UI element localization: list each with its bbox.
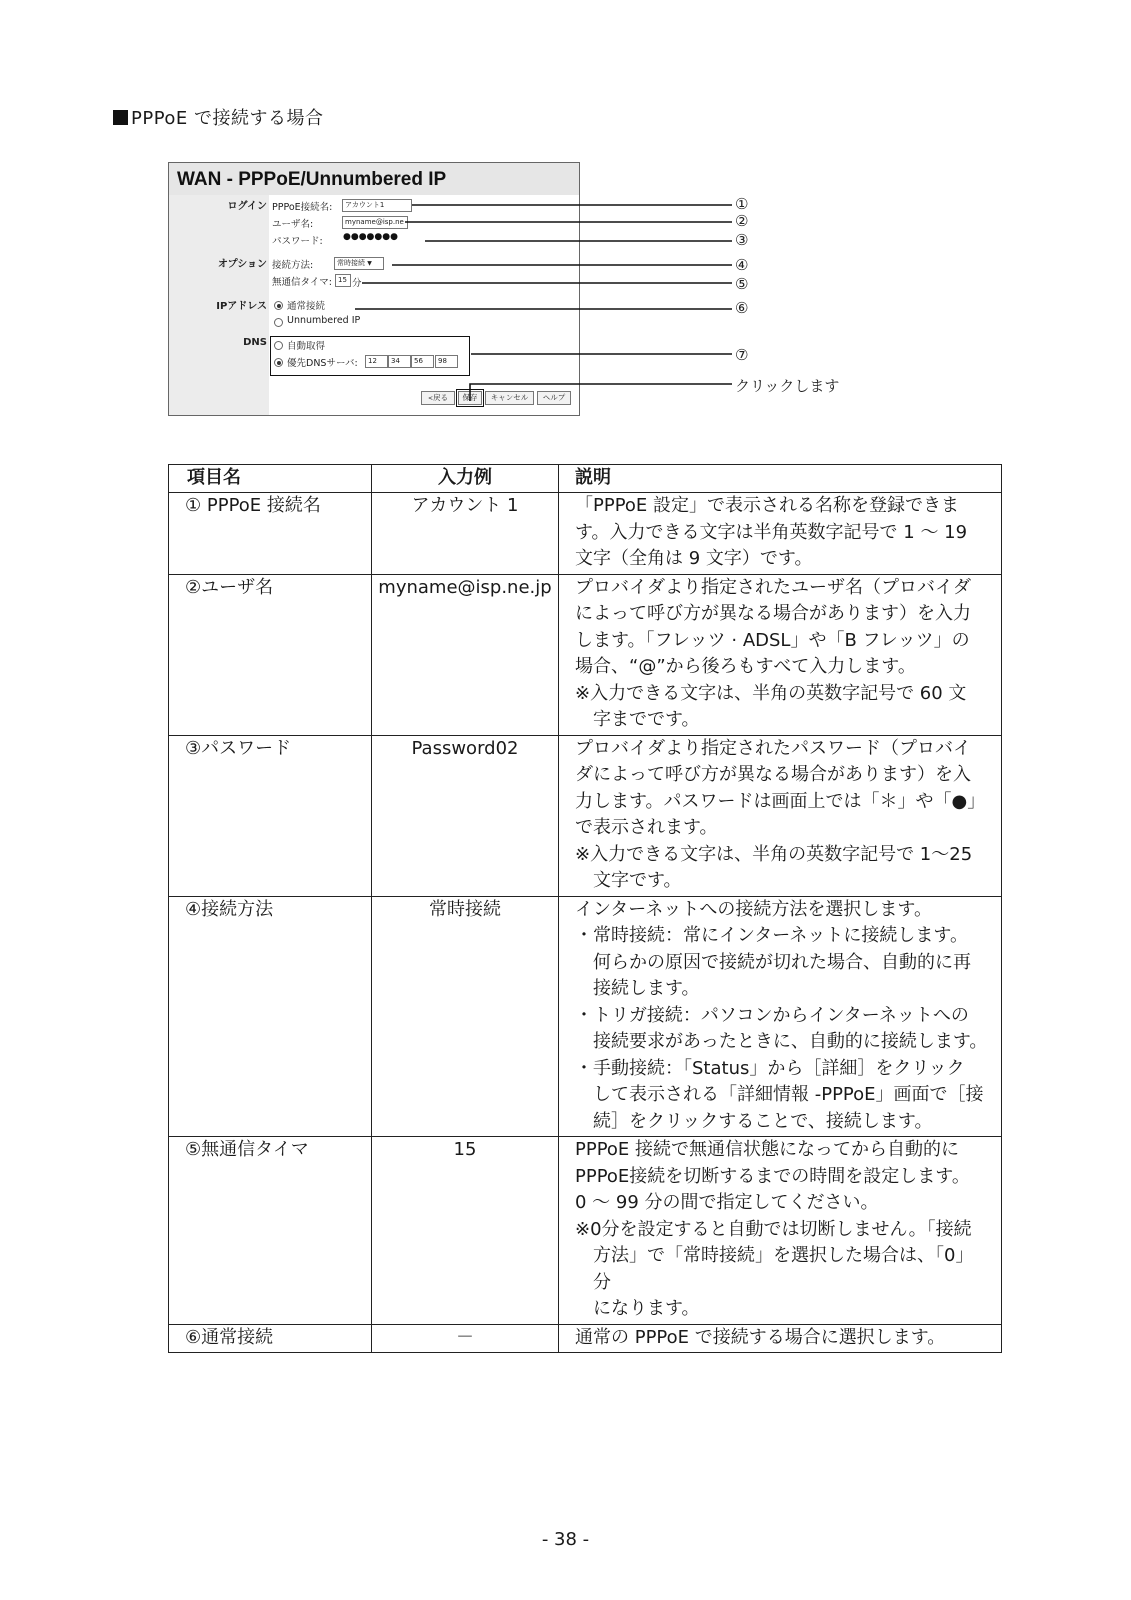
row-name: ④接続方法 <box>169 896 372 1137</box>
table-row <box>169 896 1002 1137</box>
row-example: 常時接続 <box>372 896 559 1137</box>
row-desc <box>559 1324 1002 1353</box>
desc-line: インターネットへの接続方法を選択します。 <box>575 898 932 920</box>
screen-title: WAN - PPPoE/Unnumbered IP <box>177 169 447 190</box>
password-label: パスワード: <box>272 236 323 247</box>
row-desc <box>559 735 1002 896</box>
screen-title-bar <box>169 163 579 195</box>
row-desc <box>559 896 1002 1137</box>
callout-7: ⑦ <box>735 346 749 364</box>
row-name: ① PPPoE 接続名 <box>169 493 372 575</box>
row-desc <box>559 493 1002 575</box>
table-row <box>169 574 1002 735</box>
pppoe-name-label: PPPoE接続名: <box>272 202 333 213</box>
page-number: - 38 - <box>541 1529 590 1550</box>
desc-line: ダによって呼び方が異なる場合があります）を入 <box>575 764 971 785</box>
chevron-left-icon: < <box>427 395 434 402</box>
dns-manual-radio[interactable] <box>274 358 283 367</box>
row-name: ⑤無通信タイマ <box>169 1137 372 1325</box>
table-row <box>169 1324 1002 1353</box>
table-header-desc: 説明 <box>559 465 1002 493</box>
square-bullet-icon <box>113 110 128 125</box>
user-name-input[interactable]: myname@isp.ne <box>342 216 408 229</box>
desc-line: 接続します。 <box>593 978 700 999</box>
dns-octet-2[interactable]: 34 <box>388 355 411 368</box>
callout-4: ④ <box>735 256 749 274</box>
ip-unnumbered-label: Unnumbered IP <box>287 315 361 326</box>
dns-section-label: DNS <box>243 337 267 348</box>
desc-line: 方法」で「常時接続」を選択した場合は、「0」分 <box>593 1245 974 1293</box>
row-example: － <box>372 1324 559 1353</box>
user-name-label: ユーザ名: <box>272 219 314 230</box>
ip-normal-radio[interactable] <box>274 301 283 310</box>
desc-line: 「PPPoE 設定」で表示される名称を登録できま <box>575 495 960 516</box>
table-row <box>169 1137 1002 1325</box>
row-example: myname@isp.ne.jp <box>372 574 559 735</box>
desc-line: して表示される「詳細情報 -PPPoE」画面で［接 <box>593 1084 984 1105</box>
section-heading-text: PPPoE で接続する場合 <box>131 108 324 129</box>
password-input[interactable]: ●●●●●●● <box>343 232 398 242</box>
cancel-button[interactable]: キャンセル <box>485 391 534 405</box>
desc-line: によって呼び方が異なる場合があります）を入力 <box>575 603 971 624</box>
desc-line: 何らかの原因で接続が切れた場合、自動的に再 <box>593 951 971 973</box>
row-desc <box>559 574 1002 735</box>
dns-octet-3[interactable]: 56 <box>411 355 434 368</box>
desc-line: 文字（全角は 9 文字）です。 <box>575 548 813 569</box>
desc-line: 通常の PPPoE で接続する場合に選択します。 <box>575 1326 946 1348</box>
callout-1: ① <box>735 195 749 213</box>
desc-line: ※入力できる文字は、半角の英数字記号で 1～25 <box>575 843 973 865</box>
callout-click: クリックします <box>735 377 840 395</box>
row-name: ③パスワード <box>169 735 372 896</box>
desc-line: になります。 <box>593 1298 700 1319</box>
row-example: Password02 <box>372 735 559 896</box>
login-section-label: ログイン <box>227 201 267 212</box>
desc-line: 場合、“@”から後ろもすべて入力します。 <box>575 656 916 677</box>
row-name: ②ユーザ名 <box>169 574 372 735</box>
desc-line: す。入力できる文字は半角英数字記号で 1 ～ 19 <box>575 521 968 543</box>
desc-line: 文字です。 <box>593 870 682 891</box>
timer-unit: 分 <box>352 278 362 289</box>
table-header-name: 項目名 <box>169 465 372 493</box>
table-row <box>169 493 1002 575</box>
timer-input[interactable]: 15 <box>335 274 351 287</box>
save-button[interactable]: 保存 <box>458 391 482 405</box>
desc-line: で表示されます。 <box>575 817 718 838</box>
callout-5: ⑤ <box>735 275 749 293</box>
method-label: 接続方法: <box>272 260 314 271</box>
desc-line: プロバイダより指定されたユーザ名（プロバイダ <box>575 576 971 598</box>
section-heading <box>113 104 324 130</box>
dns-auto-radio[interactable] <box>274 341 283 350</box>
dns-manual-label: 優先DNSサーバ: <box>287 358 358 369</box>
row-example: アカウント 1 <box>372 493 559 575</box>
help-button[interactable]: ヘルプ <box>537 391 571 405</box>
ip-section-label: IPアドレス <box>216 301 267 312</box>
settings-table <box>168 464 1002 1353</box>
timer-label: 無通信タイマ: <box>272 277 333 288</box>
desc-line: ・トリガ接続：パソコンからインターネットへの <box>575 1004 969 1026</box>
dns-octet-4[interactable]: 98 <box>435 355 458 368</box>
back-button[interactable] <box>421 391 455 405</box>
table-header-example: 入力例 <box>372 465 559 493</box>
desc-line: プロバイダより指定されたパスワード（プロバイ <box>575 737 971 759</box>
desc-line: PPPoE 接続で無通信状態になってから自動的に <box>575 1139 960 1160</box>
desc-line: 続］をクリックすることで、接続します。 <box>593 1110 933 1132</box>
callout-3: ③ <box>735 231 749 249</box>
method-select-value: 常時接続 <box>337 259 365 267</box>
pppoe-name-input[interactable]: アカウント1 <box>342 199 412 212</box>
method-select[interactable] <box>334 257 384 270</box>
settings-screenshot <box>168 162 580 416</box>
desc-line: 0 ～ 99 分の間で指定してください。 <box>575 1192 879 1213</box>
desc-line: ・手動接続：「Status」から［詳細］をクリック <box>575 1057 965 1079</box>
dns-auto-label: 自動取得 <box>287 341 326 352</box>
option-section-label: オプション <box>217 259 267 270</box>
row-name: ⑥通常接続 <box>169 1324 372 1353</box>
desc-line: 力します。パスワードは画面上では「＊」や「●」 <box>575 790 986 812</box>
back-button-label: 戻る <box>433 393 449 402</box>
row-example: 15 <box>372 1137 559 1325</box>
table-header-row <box>169 465 1002 493</box>
desc-line: 字までです。 <box>593 709 700 730</box>
ip-unnumbered-radio[interactable] <box>274 318 283 327</box>
callout-2: ② <box>735 212 749 230</box>
desc-line: します。「フレッツ · ADSL」や「B フレッツ」の <box>575 629 970 651</box>
chevron-down-icon: ▼ <box>367 260 372 267</box>
desc-line: PPPoE接続を切断するまでの時間を設定します。 <box>575 1165 970 1187</box>
desc-line: ・常時接続：常にインターネットに接続します。 <box>575 925 968 946</box>
desc-line: 接続要求があったときに、自動的に接続します。 <box>593 1031 988 1052</box>
table-row <box>169 735 1002 896</box>
desc-line: ※0分を設定すると自動では切断しません。「接続 <box>575 1218 972 1240</box>
callout-6: ⑥ <box>735 299 749 317</box>
ip-normal-label: 通常接続 <box>287 301 326 312</box>
dns-octet-1[interactable]: 12 <box>365 355 388 368</box>
desc-line: ※入力できる文字は、半角の英数字記号で 60 文 <box>575 682 967 704</box>
row-desc <box>559 1137 1002 1325</box>
